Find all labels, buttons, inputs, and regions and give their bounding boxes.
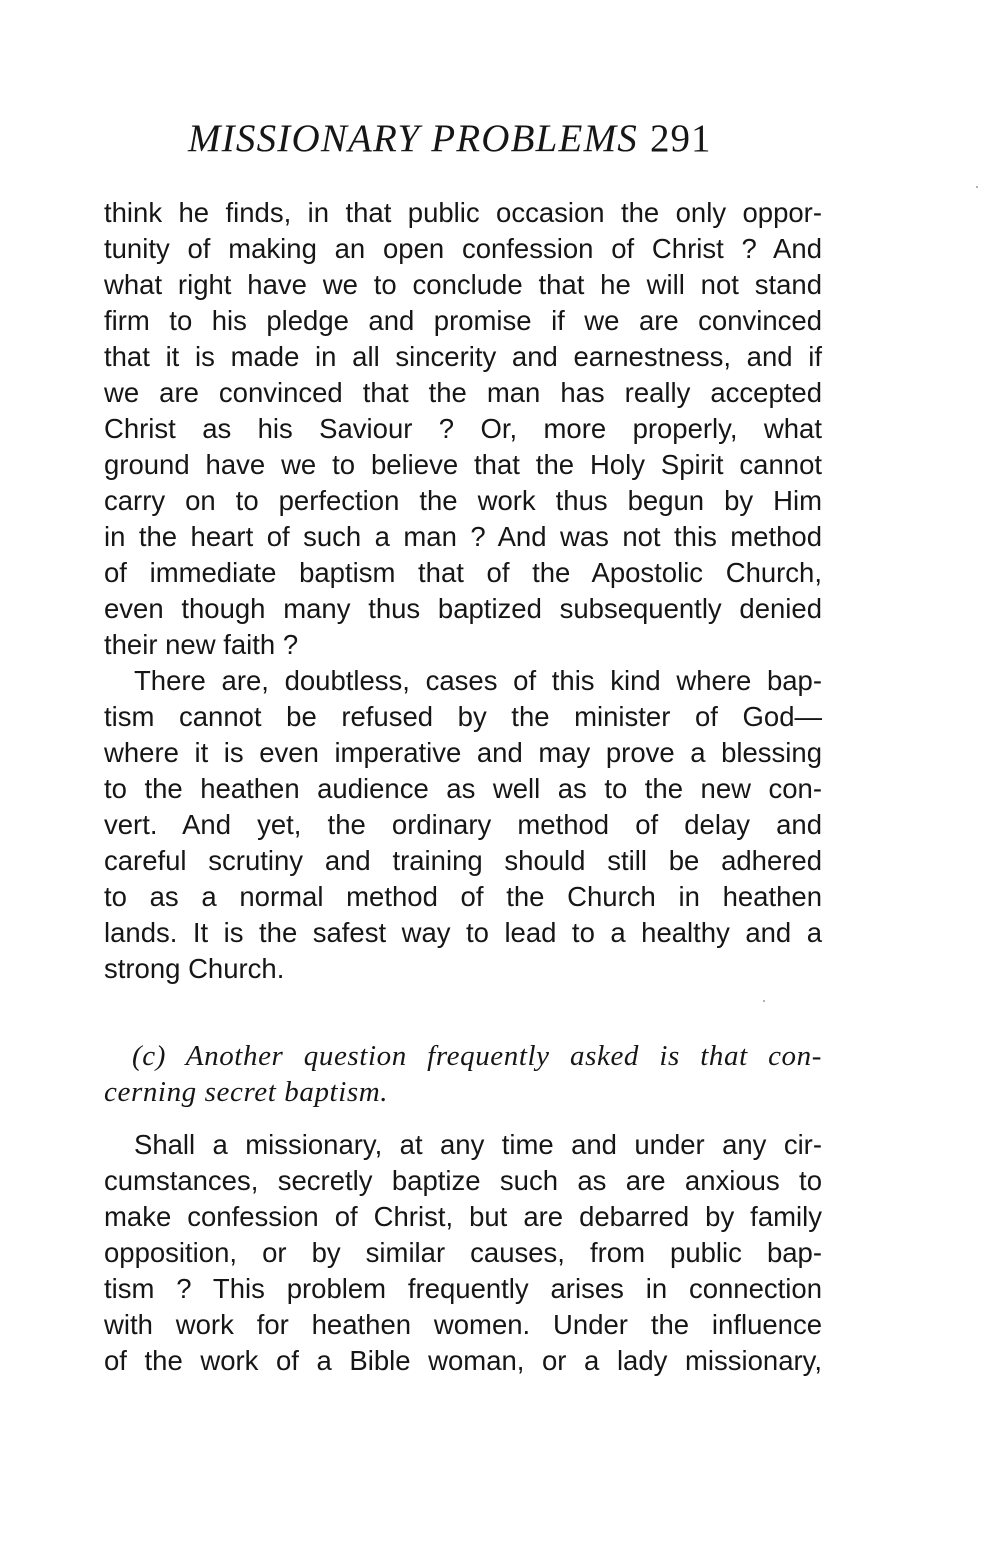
text-line: to the heathen audience as well as to the new con-: [104, 773, 822, 804]
text-line: tism cannot be refused by the minister of God—: [104, 701, 822, 732]
text-line: tunity of making an open confession of Christ ? And: [104, 233, 822, 264]
text-line: what right have we to conclude that he will not stand: [104, 269, 822, 300]
text-line: their new faith ?: [104, 629, 299, 660]
text-line: make confession of Christ, but are debarred by family: [104, 1201, 822, 1232]
text-line: Christ as his Saviour ? Or, more properly, what: [104, 413, 822, 444]
text-line: vert. And yet, the ordinary method of delay and: [104, 809, 822, 840]
paragraph-secret-baptism: [104, 1127, 822, 1379]
text-line: firm to his pledge and promise if we are convinced: [104, 305, 822, 336]
scan-speck: [763, 1000, 765, 1002]
text-line: strong Church.: [104, 953, 285, 984]
running-header: [188, 115, 828, 163]
text-line: with work for heathen women. Under the influence: [104, 1309, 822, 1340]
scan-speck: [976, 186, 978, 188]
text-line: to as a normal method of the Church in heathen: [104, 881, 822, 912]
text-line: we are convinced that the man has really accepted: [104, 377, 822, 408]
section-subheading: [104, 1038, 822, 1110]
text-line: Shall a missionary, at any time and under any cir-: [134, 1129, 822, 1160]
subheading-line: (c) Another question frequently asked is that con-: [132, 1040, 822, 1072]
text-line: cumstances, secretly baptize such as are anxious to: [104, 1165, 822, 1196]
text-line: tism ? This problem frequently arises in connection: [104, 1273, 822, 1304]
text-line: There are, doubtless, cases of this kind where bap-: [134, 665, 822, 696]
text-line: carry on to perfection the work thus begun by Him: [104, 485, 822, 516]
text-line: even though many thus baptized subsequently denied: [104, 593, 822, 624]
text-line: lands. It is the safest way to lead to a healthy and a: [104, 917, 822, 948]
text-line: careful scrutiny and training should still be adhered: [104, 845, 822, 876]
subheading-line: cerning secret baptism.: [104, 1076, 389, 1108]
page-number: 291: [649, 117, 712, 160]
text-line: think he finds, in that public occasion the only oppor-: [104, 197, 822, 228]
paragraph-baptism-question: [104, 195, 822, 663]
text-line: where it is even imperative and may prove a blessing: [104, 737, 822, 768]
text-line: of immediate baptism that of the Apostolic Church,: [104, 557, 822, 588]
text-line: opposition, or by similar causes, from public bap-: [104, 1237, 822, 1268]
text-line: ground have we to believe that the Holy Spirit cannot: [104, 449, 822, 480]
paragraph-exceptions: [104, 663, 822, 987]
running-title: MISSIONARY PROBLEMS: [188, 117, 638, 160]
text-line: that it is made in all sincerity and earnestness, and if: [104, 341, 822, 372]
text-line: in the heart of such a man ? And was not this method: [104, 521, 822, 552]
text-line: of the work of a Bible woman, or a lady missionary,: [104, 1345, 822, 1376]
